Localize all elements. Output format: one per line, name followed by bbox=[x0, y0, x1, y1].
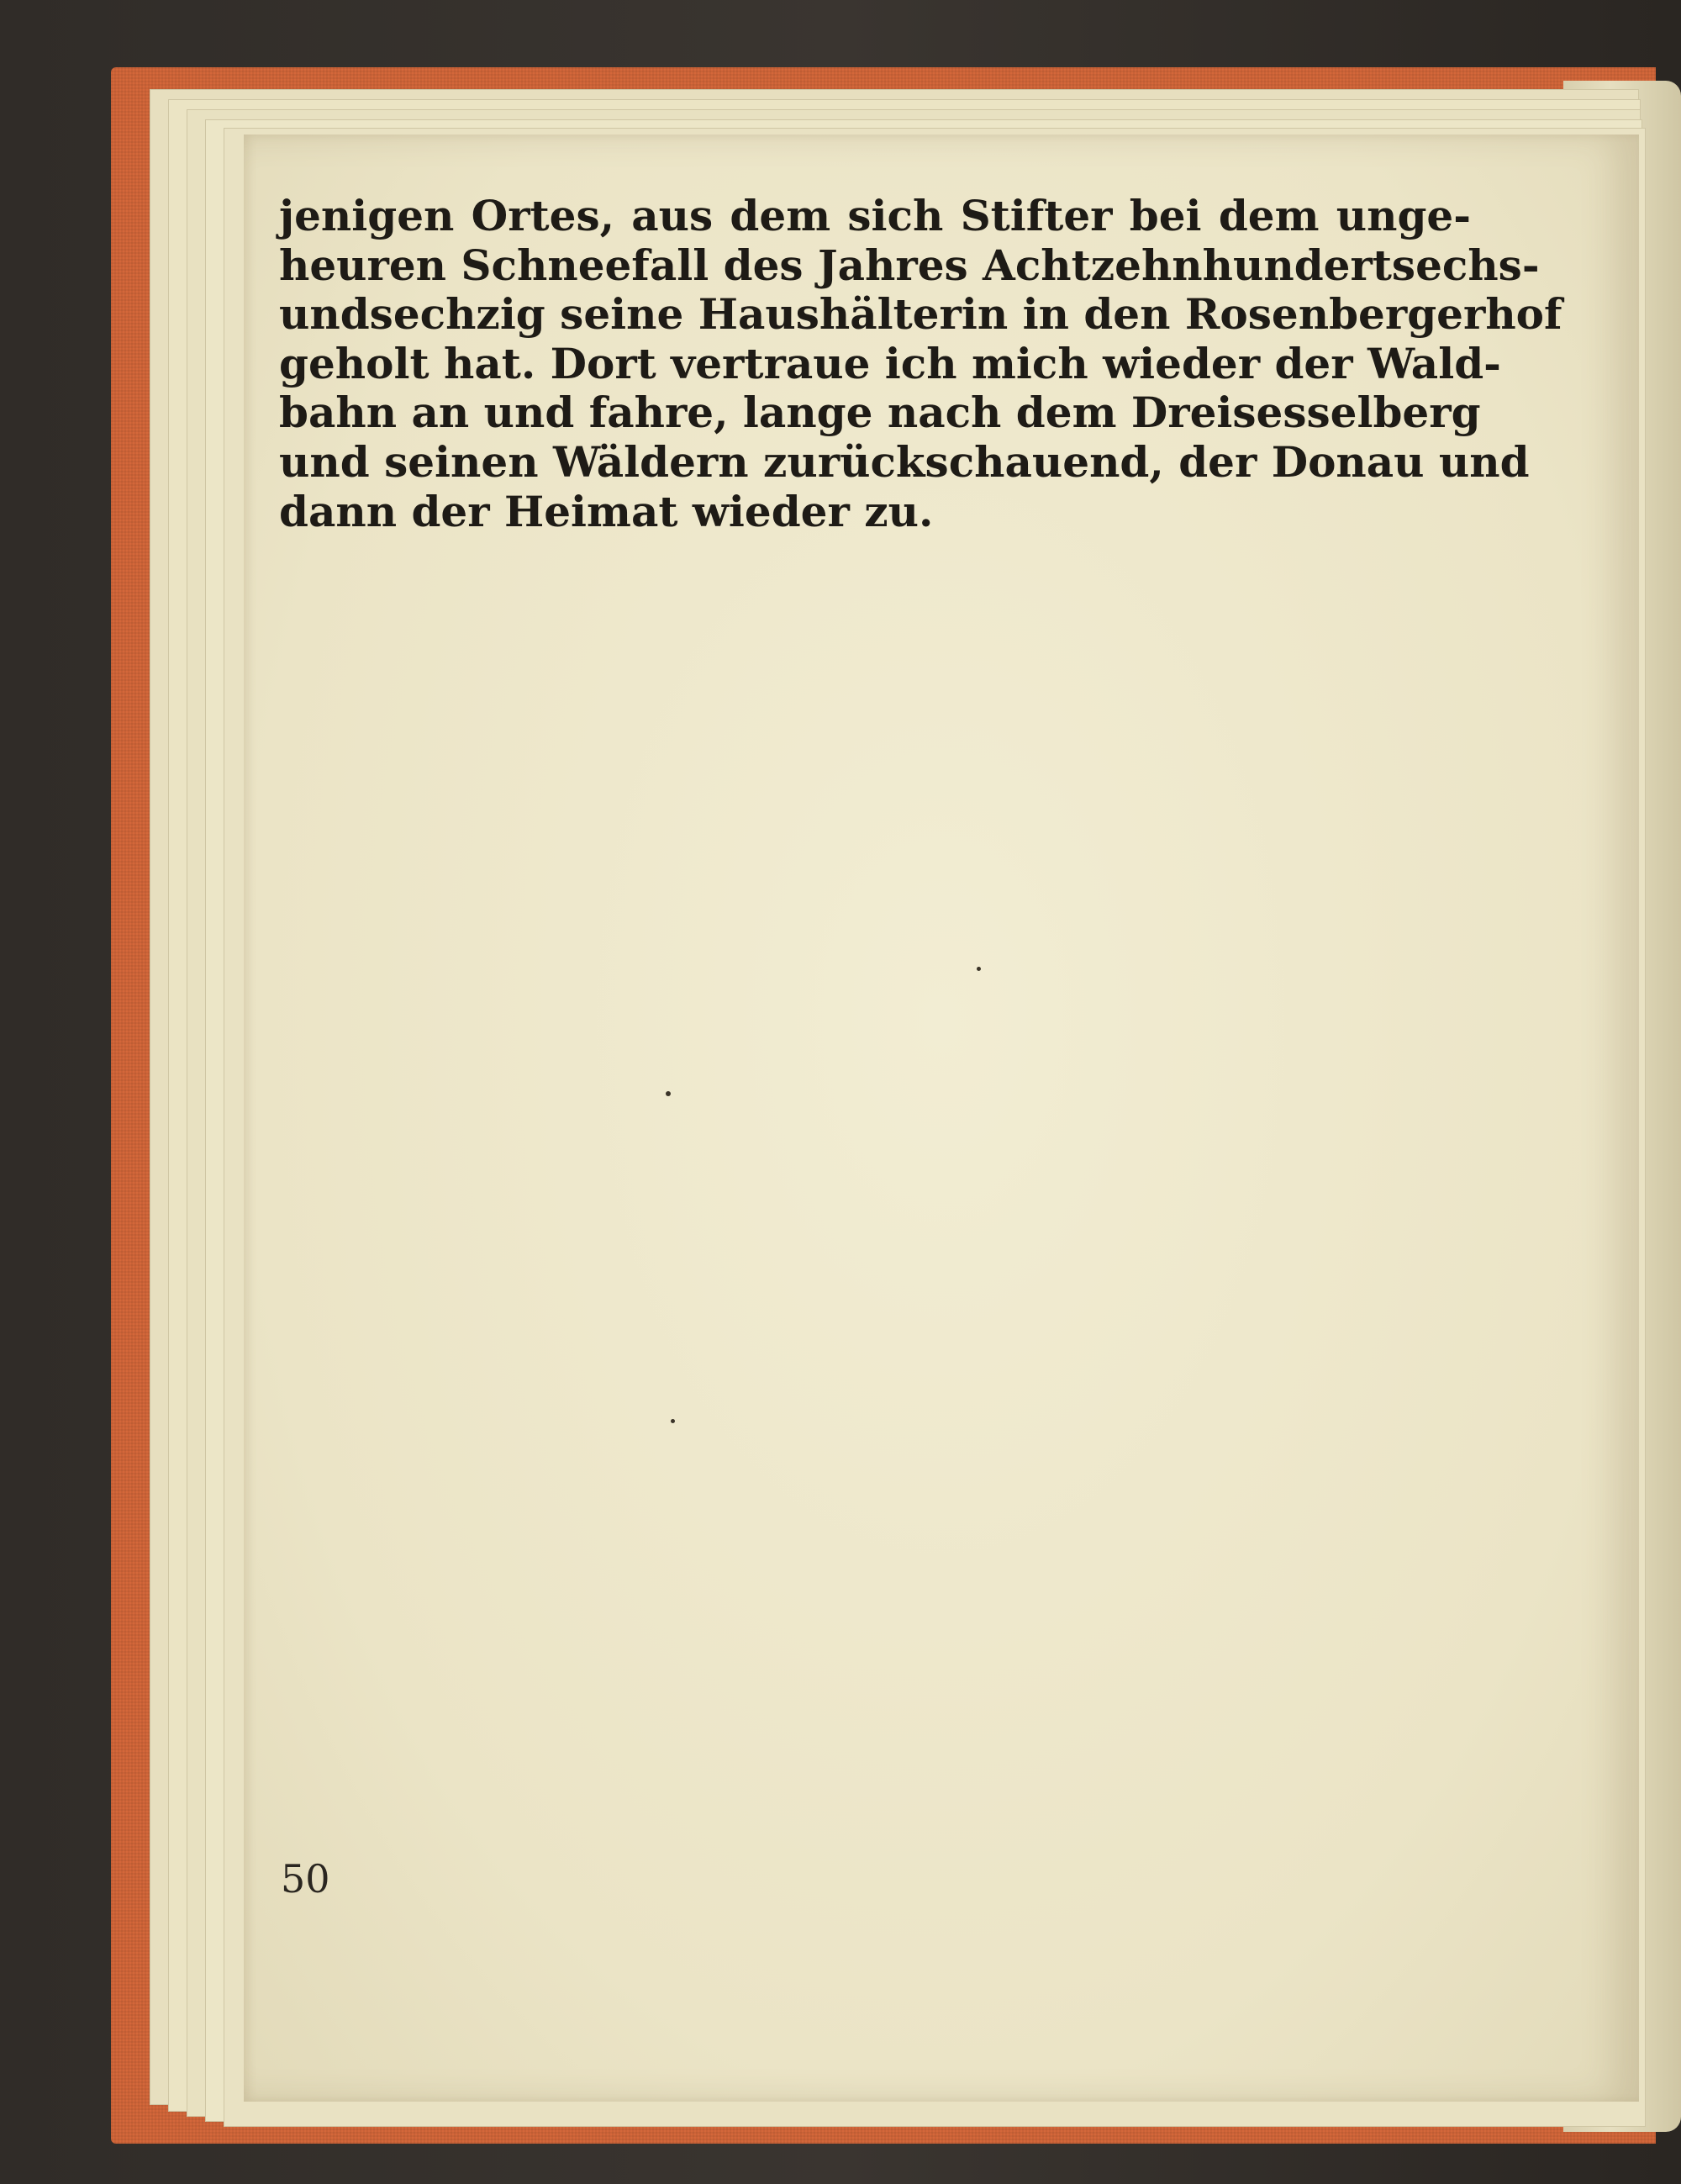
text-line: geholt hat. Dort vertraue ich mich wieder der Wald- bbox=[279, 338, 1501, 388]
text-line: heuren Schneefall des Jahres Achtzehnhundertsechs- bbox=[279, 240, 1540, 290]
paper-speck bbox=[666, 1091, 671, 1096]
body-text bbox=[279, 191, 1562, 536]
page-number: 50 bbox=[281, 1856, 330, 1902]
text-line: bahn an und fahre, lange nach dem Dreisesselberg bbox=[279, 388, 1481, 438]
text-line: undsechzig seine Haushälterin in den Rosenbergerhof bbox=[279, 289, 1562, 340]
paper-speck bbox=[977, 967, 981, 971]
text-line: jenigen Ortes, aus dem sich Stifter bei dem unge- bbox=[279, 191, 1471, 240]
paper-speck bbox=[671, 1419, 675, 1423]
text-line: dann der Heimat wieder zu. bbox=[279, 486, 934, 536]
text-line: und seinen Wäldern zurückschauend, der Donau und bbox=[279, 436, 1530, 487]
